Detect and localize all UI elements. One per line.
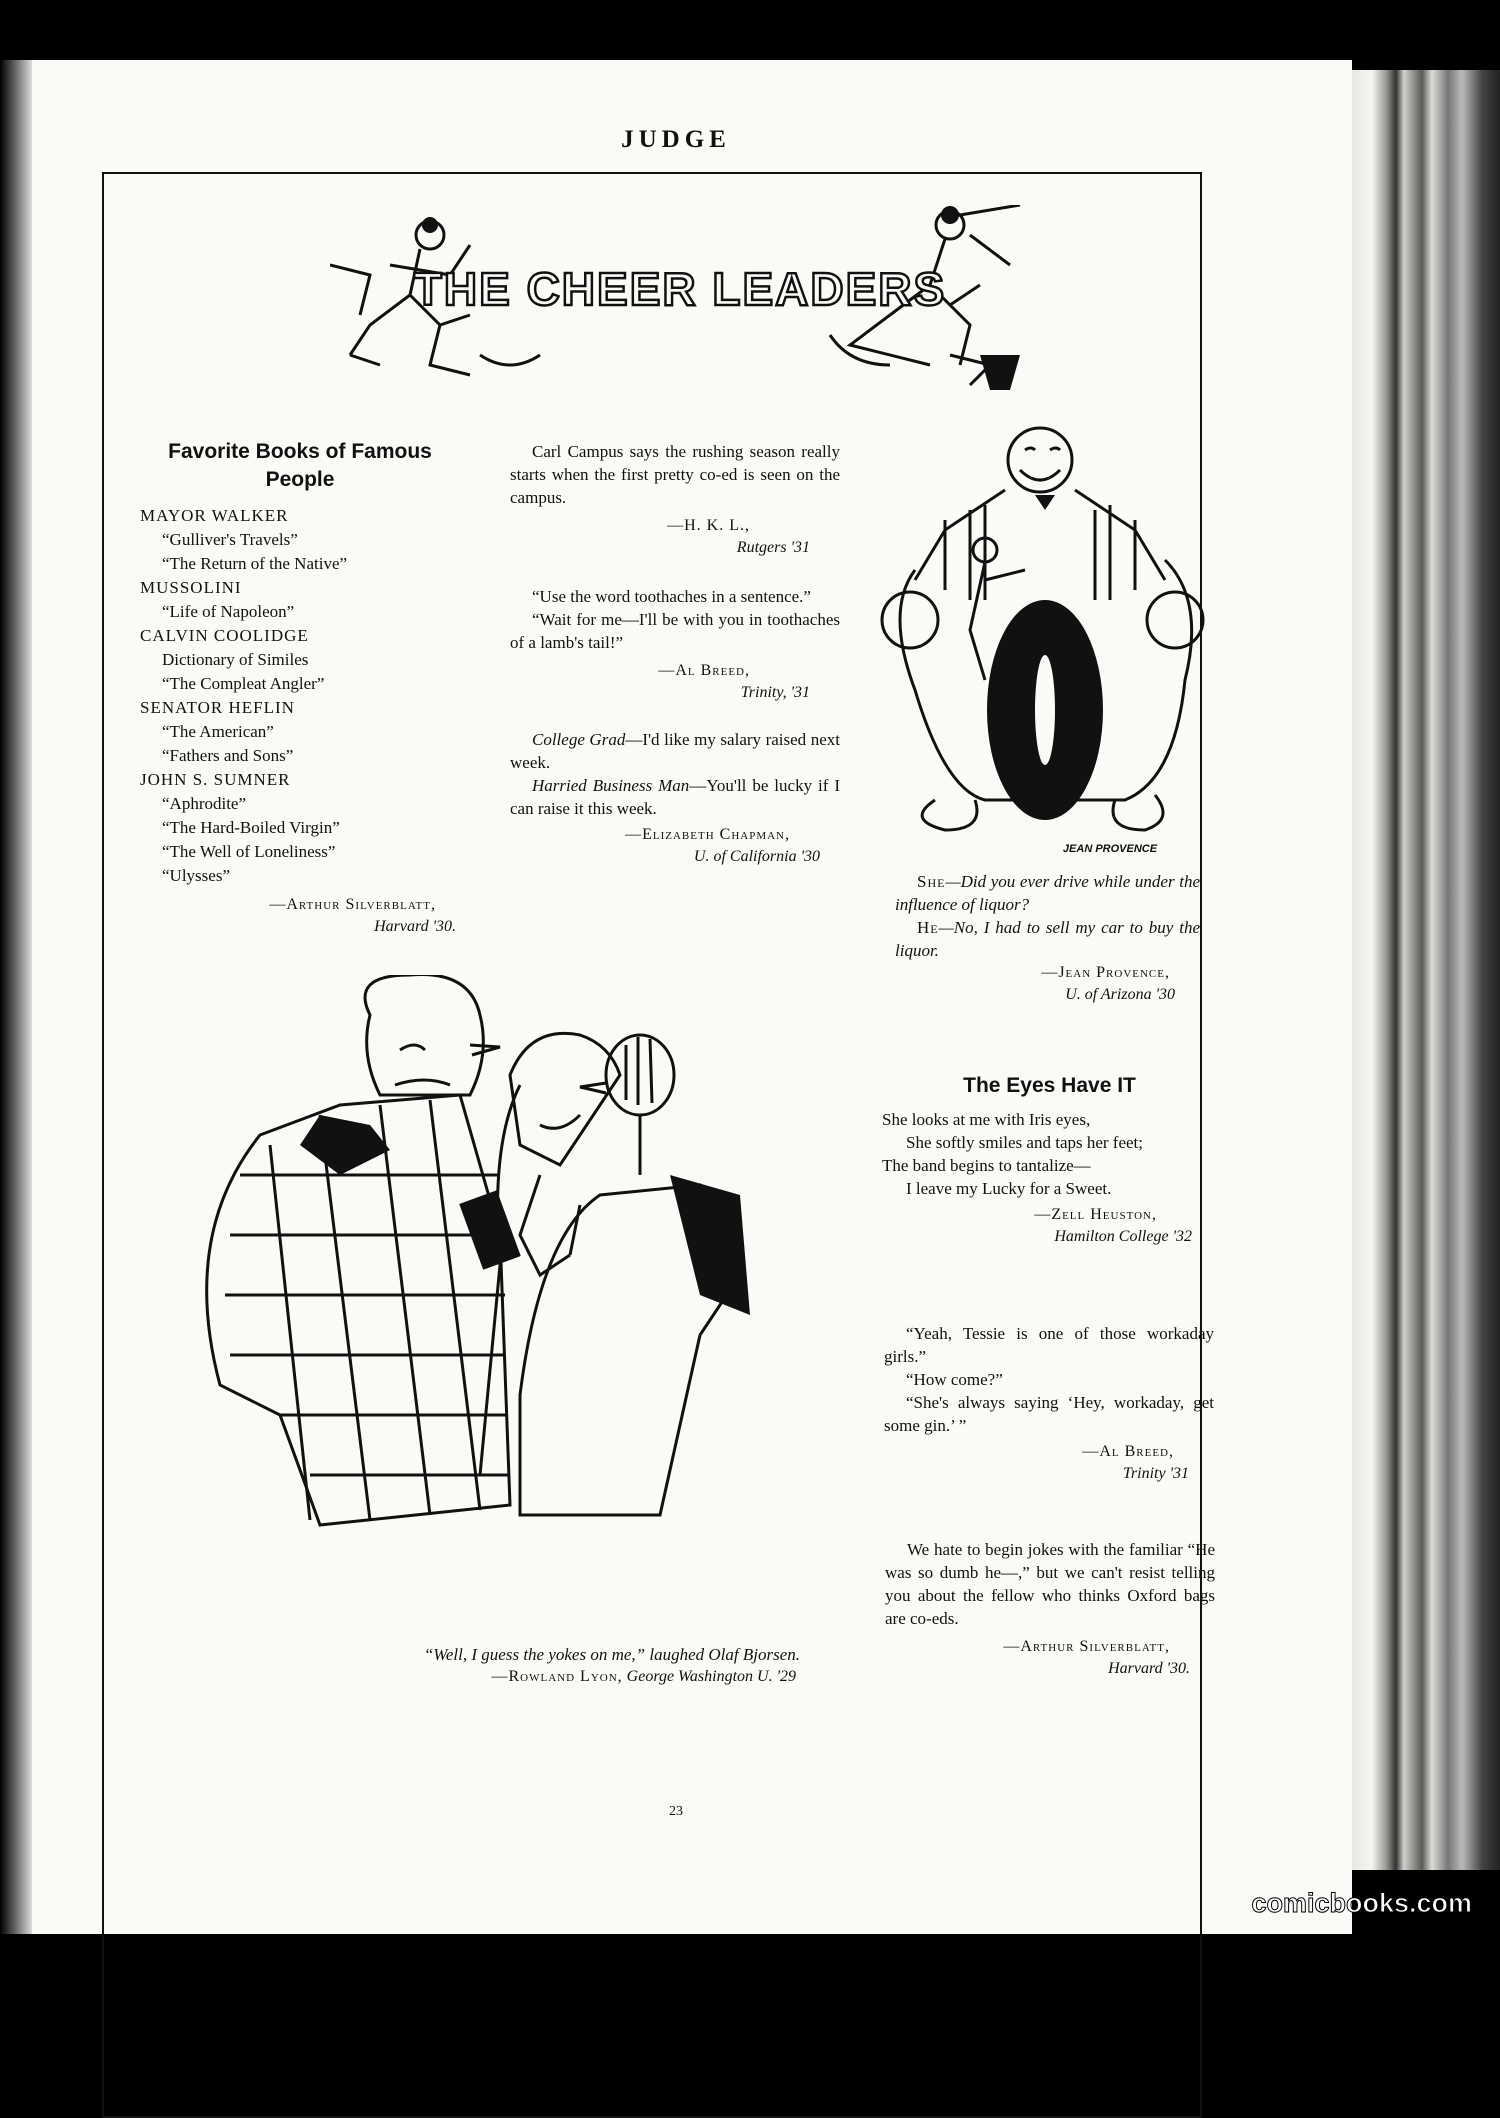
masthead: JUDGE xyxy=(621,126,731,153)
yokes-caption xyxy=(150,1644,800,1688)
cartoon-signature: JEAN PROVENCE xyxy=(1062,843,1158,855)
speaker-label: College Grad xyxy=(532,730,626,749)
eyes-title: The Eyes Have IT xyxy=(963,1074,1136,1097)
book-title: Dictionary of Similes xyxy=(162,650,309,669)
speaker-label: Harried Business Man xyxy=(532,776,690,795)
credit-name: —Elizabeth Chapman, xyxy=(625,826,790,843)
book-entry-name: SENATOR HEFLIN xyxy=(140,698,295,717)
poem-line: I leave my Lucky for a Sweet. xyxy=(906,1179,1112,1198)
favorite-books-section xyxy=(140,438,460,938)
eyes-poem xyxy=(882,1072,1217,1248)
site-watermark: comicbooks.com xyxy=(1251,1888,1472,1918)
liquor-cartoon xyxy=(875,420,1205,865)
credit-name: —Al Breed, xyxy=(658,662,750,679)
book-entry-name: CALVIN COOLIDGE xyxy=(140,626,309,645)
banner-title: THE CHEER LEADERS xyxy=(413,263,947,315)
page-number: 23 xyxy=(669,1804,683,1819)
credit-name: —Jean Provence, xyxy=(1041,964,1170,981)
book-title: “Ulysses” xyxy=(162,866,230,885)
credit-name: —H. K. L., xyxy=(667,517,750,534)
tessie-line-2: “How come?” xyxy=(906,1370,1003,1389)
oxford-text: We hate to begin jokes with the familiar “He was so dumb he—,” but we can't resist telling you about the fellow who thinks Oxford bags are co-eds. xyxy=(885,1540,1215,1628)
middle-column xyxy=(510,440,840,868)
tessie-line-3: “She's always saying ‘Hey, workaday, get some gin.’ ” xyxy=(884,1393,1214,1435)
credit-school: Hamilton College '32 xyxy=(1054,1228,1192,1245)
tessie-joke xyxy=(884,1322,1214,1485)
toothaches-line-1: “Use the word toothaches in a sentence.” xyxy=(532,587,811,606)
book-title: “The Well of Loneliness” xyxy=(162,842,336,861)
she-line xyxy=(895,870,1200,916)
toothaches-line-2: “Wait for me—I'll be with you in toothaches of a lamb's tail!” xyxy=(510,610,840,652)
poem-line: She looks at me with Iris eyes, xyxy=(882,1110,1091,1129)
book-entry-name: JOHN S. SUMNER xyxy=(140,770,291,789)
credit-name: —Arthur Silverblatt, xyxy=(269,896,436,913)
oxford-joke xyxy=(885,1538,1215,1680)
rushing-joke: Carl Campus says the rushing season really starts when the first pretty co-ed is seen on the campus. xyxy=(510,442,840,507)
poem-line: She softly smiles and taps her feet; xyxy=(906,1133,1144,1152)
cheer-leaders-banner xyxy=(330,205,1030,395)
tessie-line-1: “Yeah, Tessie is one of those workaday girls.” xyxy=(884,1324,1214,1366)
yokes-credit xyxy=(150,1666,800,1688)
book-title: “The Hard-Boiled Virgin” xyxy=(162,818,340,837)
book-title: “The Compleat Angler” xyxy=(162,674,325,693)
speaker-line: —I'd like my salary raised next week. xyxy=(510,730,840,772)
credit-name: —Zell Heuston, xyxy=(1034,1206,1157,1223)
book-entry-name: MUSSOLINI xyxy=(140,578,242,597)
yokes-cartoon xyxy=(140,975,840,1535)
credit-school: U. of California '30 xyxy=(693,848,820,865)
book-title: “Gulliver's Travels” xyxy=(162,530,298,549)
page-edge-stack xyxy=(1352,70,1500,1870)
spine-shadow xyxy=(0,60,32,1934)
credit-school: George Washington U. '29 xyxy=(626,1668,796,1685)
speaker-line: —Did you ever drive while under the influence of liquor? xyxy=(895,872,1200,914)
credit-school: U. of Arizona '30 xyxy=(1065,986,1175,1003)
speaker-label: He xyxy=(917,918,939,937)
credit-name: —Al Breed, xyxy=(1082,1443,1174,1460)
credit-school: Harvard '30. xyxy=(374,918,456,935)
credit-school: Rutgers '31 xyxy=(736,539,810,556)
liquor-caption xyxy=(895,870,1200,1006)
poem-line: The band begins to tantalize— xyxy=(882,1156,1091,1175)
speaker-line: —No, I had to sell my car to buy the liquor. xyxy=(895,918,1200,960)
favorite-books-title: Favorite Books of Famous People xyxy=(168,440,432,491)
book-title: “Aphrodite” xyxy=(162,794,247,813)
credit-school: Harvard '30. xyxy=(1108,1660,1190,1677)
credit-school: Trinity '31 xyxy=(1122,1465,1189,1482)
book-title: “The American” xyxy=(162,722,274,741)
salary-joke-1 xyxy=(510,728,840,774)
credit-school: Trinity, '31 xyxy=(740,684,810,701)
he-line xyxy=(895,916,1200,962)
speaker-label: She xyxy=(917,872,946,891)
favorite-books-list xyxy=(140,504,460,888)
book-entry-name: MAYOR WALKER xyxy=(140,506,289,525)
credit-name: —Rowland Lyon, xyxy=(491,1668,623,1685)
book-title: “The Return of the Native” xyxy=(162,554,348,573)
credit-name: —Arthur Silverblatt, xyxy=(1003,1638,1170,1655)
book-title: “Fathers and Sons” xyxy=(162,746,294,765)
speaker-line: —You'll be lucky if I can raise it this week. xyxy=(510,776,840,818)
yokes-caption-text: “Well, I guess the yokes on me,” laughed Olaf Bjorsen. xyxy=(423,1645,800,1664)
salary-joke-2 xyxy=(510,774,840,820)
book-title: “Life of Napoleon” xyxy=(162,602,295,621)
